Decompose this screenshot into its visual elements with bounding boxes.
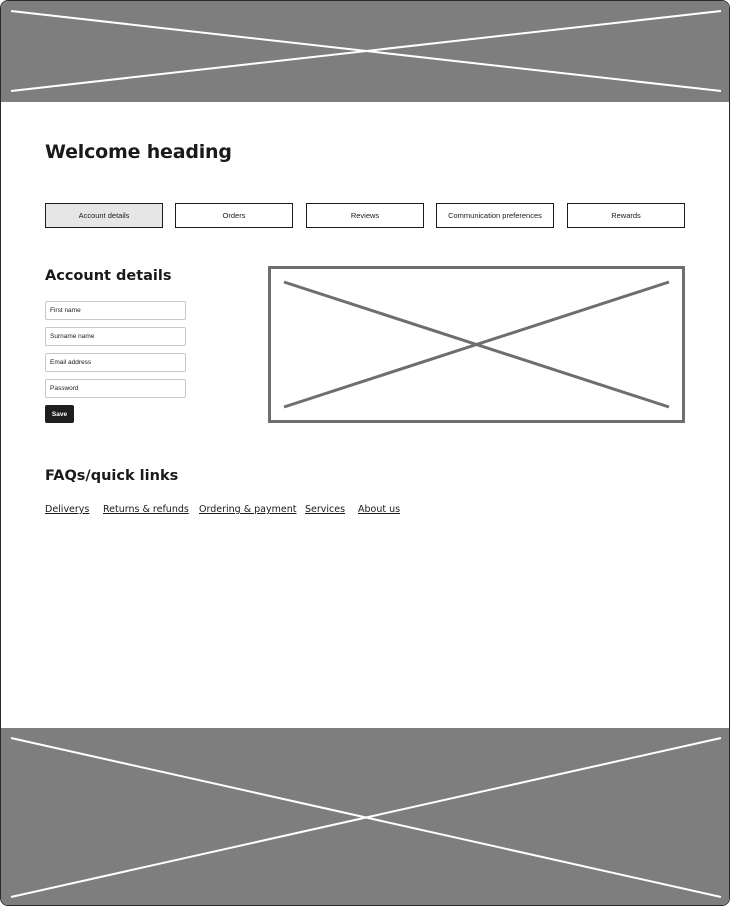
tab-rewards[interactable]: Rewards — [567, 203, 685, 228]
faq-title: FAQs/quick links — [45, 468, 179, 484]
link-ordering-payment[interactable]: Ordering & payment — [199, 504, 297, 515]
tab-orders[interactable]: Orders — [175, 203, 293, 228]
image-placeholder-icon — [1, 1, 730, 102]
first-name-field[interactable] — [45, 301, 186, 320]
tab-communication-preferences[interactable]: Communication preferences — [436, 203, 554, 228]
tab-reviews[interactable]: Reviews — [306, 203, 424, 228]
link-returns-refunds[interactable]: Returns & refunds — [103, 504, 189, 515]
footer-banner — [1, 728, 730, 906]
email-field[interactable] — [45, 353, 186, 372]
account-details-title: Account details — [45, 268, 172, 284]
tab-account-details[interactable]: Account details — [45, 203, 163, 228]
account-image-placeholder — [268, 266, 685, 423]
image-placeholder-icon — [1, 728, 730, 906]
link-about-us[interactable]: About us — [358, 504, 401, 515]
header-banner — [1, 1, 730, 102]
password-field[interactable] — [45, 379, 186, 398]
image-placeholder-icon — [271, 269, 682, 420]
account-tabs — [45, 203, 685, 228]
link-deliverys[interactable]: Deliverys — [45, 504, 90, 515]
save-button[interactable]: Save — [45, 405, 74, 423]
link-services[interactable]: Services — [305, 504, 346, 515]
page-title: Welcome heading — [45, 141, 232, 163]
surname-field[interactable] — [45, 327, 186, 346]
